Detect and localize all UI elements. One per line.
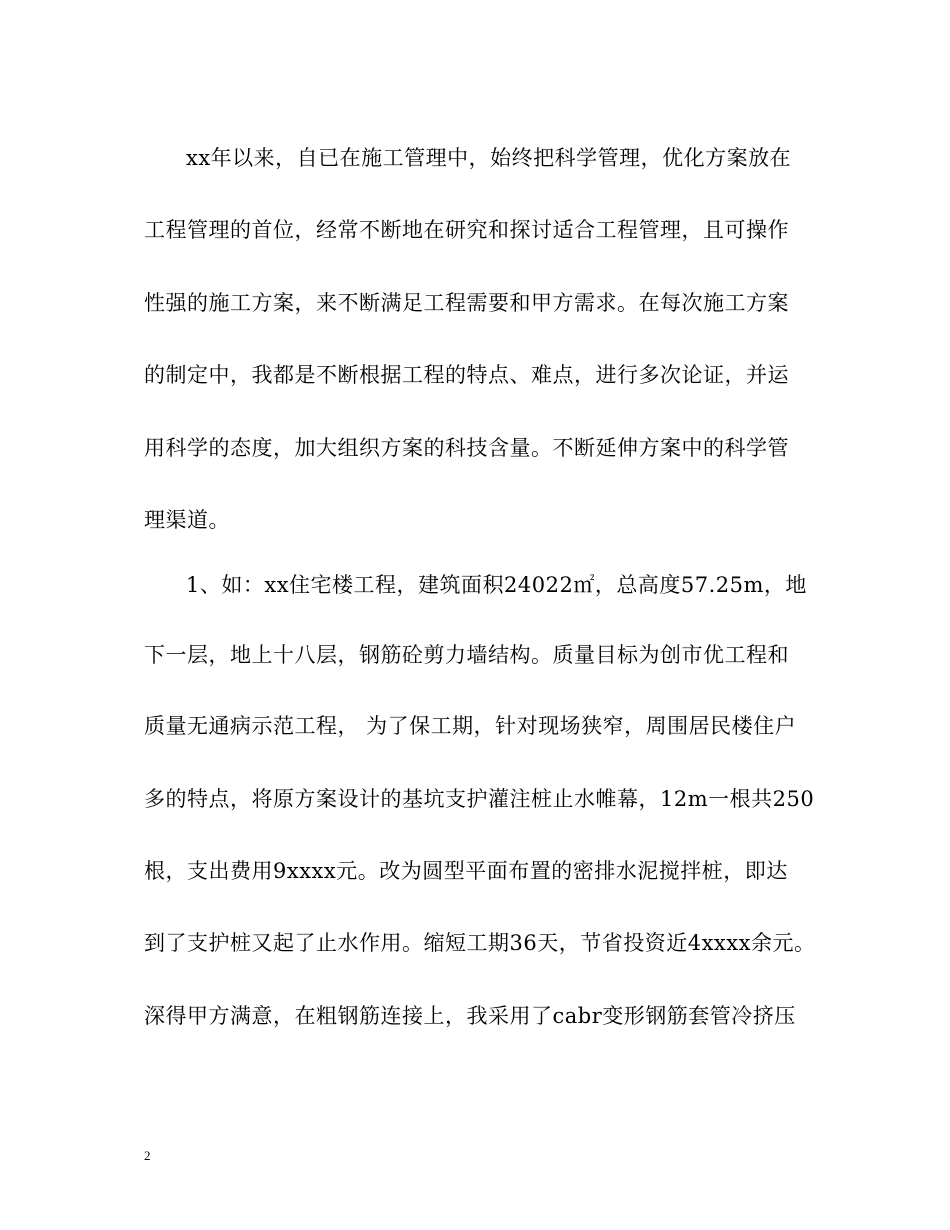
text-line-1: xx年以来，自已在施工管理中，始终把科学管理，优化方案放在 — [186, 146, 792, 170]
text-line-13: 深得甲方满意，在粗钢筋连接上，我采用了cabr变形钢筋套管冷挤压 — [144, 1004, 796, 1028]
page-number: 2 — [144, 1148, 151, 1163]
text-line-10: 多的特点，将原方案设计的基坑支护灌注桩止水帷幕，12m一根共250 — [144, 787, 815, 811]
text-line-7: 1、如：xx住宅楼工程，建筑面积24022㎡，总高度57.25m，地 — [186, 573, 807, 597]
text-line-5: 用科学的态度，加大组织方案的科技含量。不断延伸方案中的科学管 — [144, 436, 789, 460]
text-line-11: 根，支出费用9xxxx元。改为圆型平面布置的密排水泥搅拌桩，即达 — [144, 859, 788, 883]
text-line-8: 下一层，地上十八层，钢筋砼剪力墙结构。质量目标为创市优工程和 — [144, 643, 789, 667]
text-line-12: 到了支护桩又起了止水作用。缩短工期36天，节省投资近4xxxx余元。 — [144, 931, 816, 955]
text-line-6: 理渠道。 — [144, 508, 230, 532]
text-line-4: 的制定中，我都是不断根据工程的特点、难点，进行多次论证，并运 — [144, 363, 789, 387]
text-line-3: 性强的施工方案，来不断满足工程需要和甲方需求。在每次施工方案 — [144, 291, 789, 315]
text-line-9: 质量无通病示范工程， 为了保工期，针对现场狭窄，周围居民楼住户 — [144, 714, 797, 738]
text-line-2: 工程管理的首位，经常不断地在研究和探讨适合工程管理，且可操作 — [144, 218, 789, 242]
